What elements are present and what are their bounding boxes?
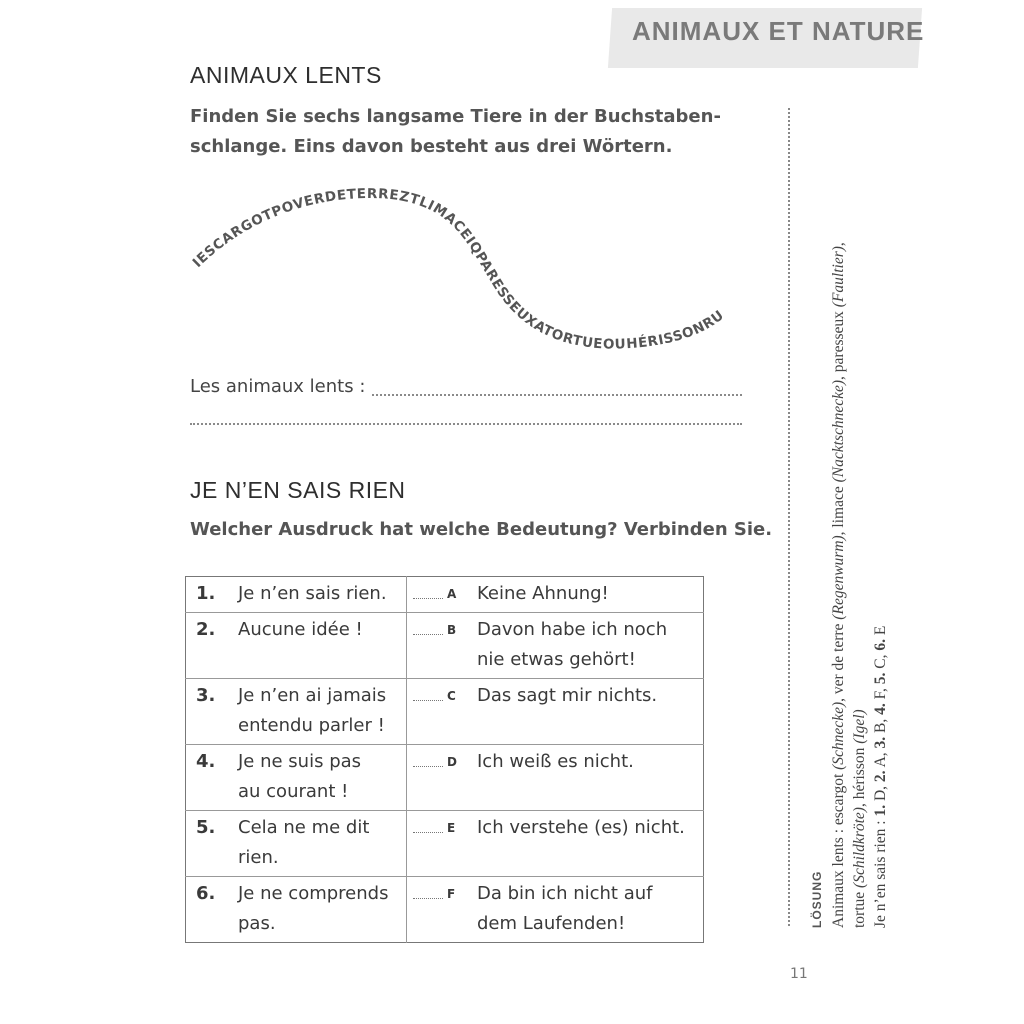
german-meaning bbox=[477, 613, 704, 679]
match-row bbox=[186, 745, 704, 811]
solution-answer-number: 6. bbox=[872, 639, 889, 651]
section1-instruction-line1: Finden Sie sechs langsame Tiere in der Buchstaben- bbox=[190, 106, 721, 127]
solution-line1 bbox=[828, 110, 849, 928]
row-number: 3. bbox=[186, 679, 239, 745]
section2-title: JE N’EN SAIS RIEN bbox=[190, 477, 406, 503]
french-expression bbox=[238, 811, 407, 877]
answer-slot[interactable] bbox=[407, 811, 478, 877]
solution-german: (Schnecke) bbox=[830, 701, 847, 770]
solution-answer-number: 1. bbox=[872, 804, 889, 817]
french-expression bbox=[238, 679, 407, 745]
solution-text: , limace bbox=[830, 482, 847, 536]
solution-answer-letter: A bbox=[872, 756, 889, 768]
solution-answer-letter: D bbox=[872, 789, 889, 802]
chapter-title: ANIMAUX ET NATURE bbox=[632, 16, 925, 46]
german-line: Keine Ahnung! bbox=[477, 583, 609, 604]
answer-blank[interactable] bbox=[413, 898, 443, 899]
solution-heading: LÖSUNG bbox=[810, 870, 824, 928]
german-line: nie etwas gehört! bbox=[477, 649, 636, 670]
french-line: Je ne comprends bbox=[238, 883, 389, 904]
answer-slot[interactable] bbox=[407, 613, 478, 679]
match-row bbox=[186, 877, 704, 943]
section2-instruction: Welcher Ausdruck hat welche Bedeutung? Verbinden Sie. bbox=[190, 519, 773, 540]
solution-german: (Igel) bbox=[851, 709, 868, 744]
solution-text: , hérisson bbox=[851, 743, 868, 808]
answer-slot[interactable] bbox=[407, 679, 478, 745]
option-letter: D bbox=[447, 755, 457, 769]
answer-blank[interactable] bbox=[413, 832, 443, 833]
solution-german: (Regenwurm) bbox=[830, 535, 847, 620]
german-line: dem Laufenden! bbox=[477, 913, 626, 934]
solution-answers: 1. D, 2. A, 3. B, 4. F, 5. C, 6. E bbox=[872, 625, 889, 817]
match-row bbox=[186, 613, 704, 679]
letter-snake-textpath: IESCARGOTPOVERDETERREZTLIMACEIQPARESSEUXATORTUEOUHÉRISSONRU bbox=[189, 185, 728, 353]
french-line: Je n’en sais rien. bbox=[238, 583, 387, 604]
german-meaning bbox=[477, 745, 704, 811]
row-number: 2. bbox=[186, 613, 239, 679]
solution-line3 bbox=[870, 110, 891, 928]
french-expression bbox=[238, 877, 407, 943]
french-line: pas. bbox=[238, 913, 276, 934]
solution-answer-letter: C bbox=[872, 658, 889, 669]
solution-text: Animaux lents : escargot bbox=[830, 769, 847, 928]
french-expression bbox=[238, 577, 407, 613]
answer-blank[interactable] bbox=[413, 766, 443, 767]
german-meaning bbox=[477, 679, 704, 745]
row-number: 1. bbox=[186, 577, 239, 613]
solution-text: tortue bbox=[851, 887, 868, 928]
german-line: Ich verstehe (es) nicht. bbox=[477, 817, 685, 838]
solution-german: (Nacktschnecke) bbox=[830, 379, 847, 483]
answer-slot[interactable] bbox=[407, 577, 478, 613]
solution-text: Je n’en sais rien : bbox=[872, 816, 889, 928]
answer-blank[interactable] bbox=[413, 700, 443, 701]
option-letter: E bbox=[447, 821, 456, 835]
row-number: 6. bbox=[196, 883, 216, 904]
solution-answer-letter: E bbox=[872, 625, 889, 636]
solution-answer-number: 4. bbox=[872, 703, 889, 715]
french-line: Cela ne me dit bbox=[238, 817, 370, 838]
row-number: 5. bbox=[186, 811, 239, 877]
solution-text: , paresseux bbox=[830, 307, 847, 380]
french-line: Je n’en ai jamais bbox=[238, 685, 387, 706]
match-row bbox=[186, 679, 704, 745]
french-line: rien. bbox=[238, 847, 279, 868]
answer-blank[interactable] bbox=[413, 598, 443, 599]
french-expression bbox=[238, 613, 407, 679]
french-expression bbox=[238, 745, 407, 811]
german-line: Das sagt mir nichts. bbox=[477, 685, 658, 706]
german-meaning bbox=[477, 877, 704, 943]
answer-slot[interactable] bbox=[407, 745, 478, 811]
option-letter: F bbox=[447, 887, 456, 901]
german-line: Ich weiß es nicht. bbox=[477, 751, 634, 772]
solution-line2 bbox=[849, 110, 870, 928]
match-row bbox=[186, 577, 704, 613]
french-line: Je ne suis pas bbox=[238, 751, 362, 772]
german-line: Da bin ich nicht auf bbox=[477, 883, 653, 904]
match-row bbox=[186, 811, 704, 877]
solution-text: , bbox=[830, 242, 847, 247]
solution-answer-number: 5. bbox=[872, 672, 889, 685]
letter-snake-text bbox=[190, 186, 728, 353]
solution-answer-letter: F bbox=[872, 691, 889, 700]
option-letter: C bbox=[447, 689, 456, 703]
solution-german: (Faultier) bbox=[830, 246, 847, 308]
page-number: 11 bbox=[790, 966, 808, 982]
answer-blank[interactable] bbox=[413, 634, 443, 635]
section1-title: ANIMAUX LENTS bbox=[190, 62, 382, 88]
matching-table bbox=[185, 576, 704, 943]
german-meaning bbox=[477, 577, 704, 613]
answer-slot[interactable] bbox=[407, 877, 478, 943]
solution-divider bbox=[788, 108, 790, 926]
answer-line-2[interactable] bbox=[190, 423, 742, 425]
option-letter: B bbox=[447, 623, 457, 637]
solution-answer-letter: B bbox=[872, 722, 889, 733]
answer-line-1[interactable] bbox=[372, 394, 742, 396]
solution-text: , ver de terre bbox=[830, 619, 847, 702]
row-number: 4. bbox=[186, 745, 239, 811]
french-line: au courant ! bbox=[238, 781, 349, 802]
section1-instruction-line2: schlange. Eins davon besteht aus drei Wörtern. bbox=[190, 136, 673, 157]
german-line: Davon habe ich noch bbox=[477, 619, 668, 640]
option-letter: A bbox=[447, 587, 457, 601]
german-meaning bbox=[477, 811, 704, 877]
solution-answer-number: 3. bbox=[872, 736, 889, 749]
solution-answer-number: 2. bbox=[872, 770, 889, 783]
french-line: entendu parler ! bbox=[238, 715, 385, 736]
solution-box bbox=[807, 110, 891, 928]
answer-label: Les animaux lents : bbox=[190, 376, 366, 397]
french-line: Aucune idée ! bbox=[238, 619, 363, 640]
solution-german: (Schildkröte) bbox=[851, 807, 868, 888]
